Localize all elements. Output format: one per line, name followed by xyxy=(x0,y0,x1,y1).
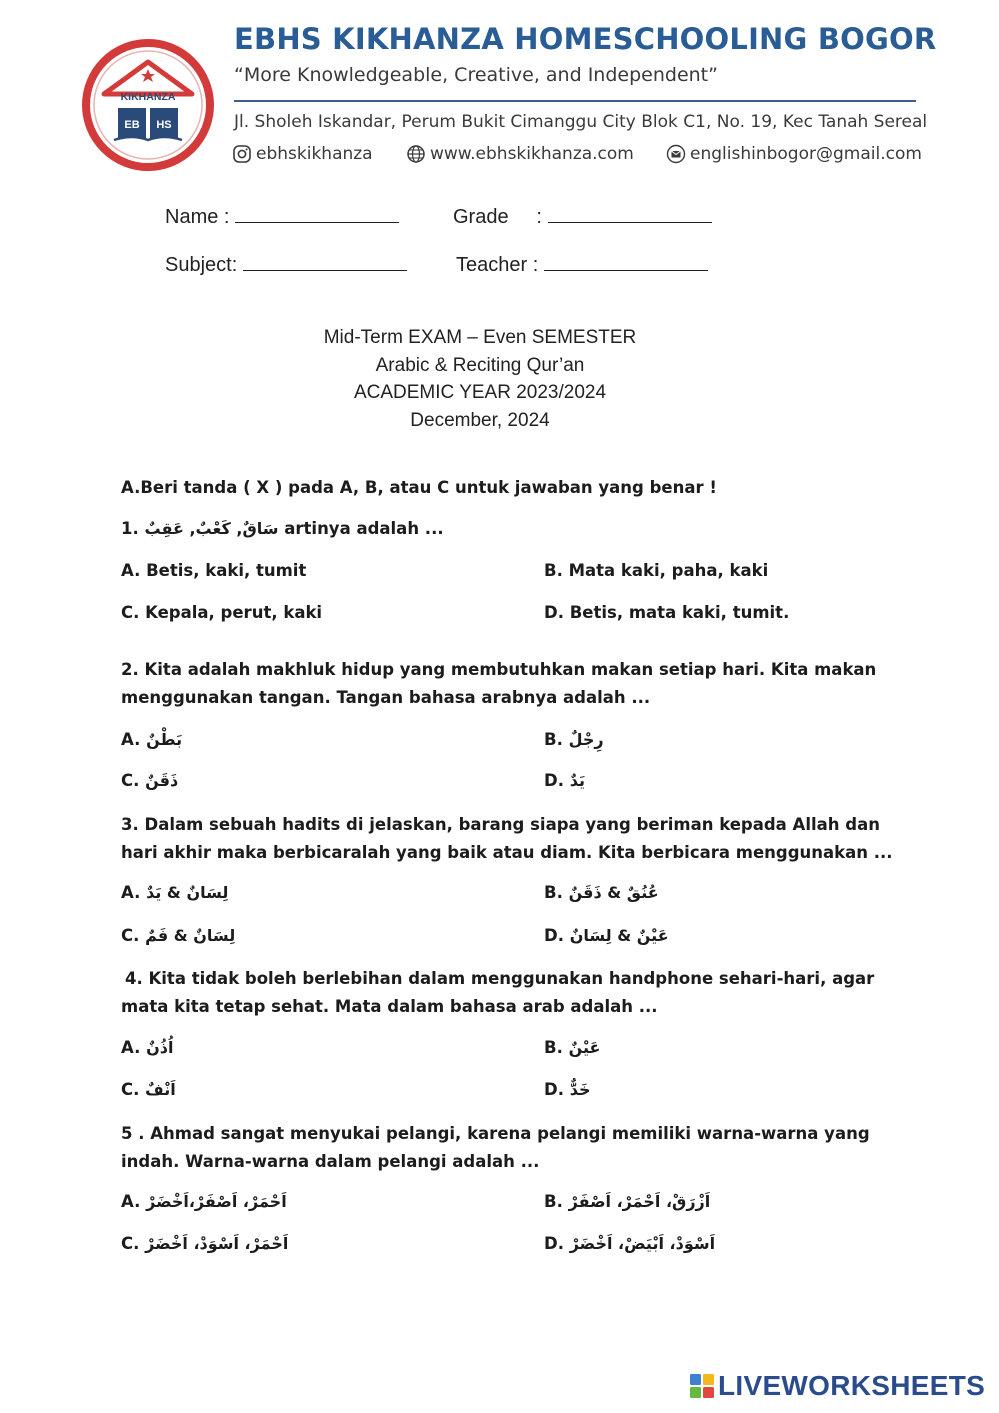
q5-option-c-label: C. xyxy=(121,1234,140,1253)
teacher-label: Teacher : xyxy=(456,254,539,276)
grade-field xyxy=(453,206,712,229)
q4-option-d-text: خَدٌّ xyxy=(569,1080,591,1099)
subject-blank[interactable] xyxy=(243,254,407,271)
q4-option-b-label: B. xyxy=(544,1038,563,1057)
liveworksheets-wordmark: LIVEWORKSHEETS xyxy=(718,1370,986,1401)
q5-option-c[interactable] xyxy=(121,1234,288,1253)
q3-option-a[interactable] xyxy=(121,883,228,902)
q4-option-a-label: A. xyxy=(121,1038,141,1057)
instagram-icon xyxy=(232,144,252,164)
question-1-text: artinya adalah ... xyxy=(284,519,444,538)
q5-option-a-label: A. xyxy=(121,1192,141,1211)
q1-option-a[interactable]: A. Betis, kaki, tumit xyxy=(121,561,307,580)
q1-option-c[interactable]: C. Kepala, perut, kaki xyxy=(121,603,323,622)
q2-option-a[interactable] xyxy=(121,730,182,749)
q3-option-b-label: B. xyxy=(544,883,563,902)
q3-option-a-label: A. xyxy=(121,883,141,902)
question-5: 5 . Ahmad sangat menyukai pelangi, karena pelangi memiliki warna-warna yang indah. Warna-warna dalam pelangi adalah ... xyxy=(121,1124,870,1171)
logo-text-left: EB xyxy=(124,119,140,131)
q5-option-b[interactable] xyxy=(544,1192,710,1211)
q2-option-c[interactable] xyxy=(121,771,178,790)
email-contact xyxy=(666,144,922,164)
email-icon xyxy=(666,144,686,164)
section-a-instruction: A.Beri tanda ( X ) pada A, B, atau C untuk jawaban yang benar ! xyxy=(121,478,717,497)
q5-option-a-text: اَحْمَرْ، اَصْفَرْ،اَخْضَرْ xyxy=(146,1192,287,1211)
globe-icon xyxy=(406,144,426,164)
instagram-contact xyxy=(232,144,373,164)
header-divider xyxy=(234,100,916,102)
q4-option-a[interactable] xyxy=(121,1038,173,1057)
q5-option-b-text: اَزْرَقْ، اَحْمَرْ، اَصْفَرْ xyxy=(568,1192,711,1211)
school-name: EBHS KIKHANZA HOMESCHOOLING BOGOR xyxy=(234,22,937,56)
subject-label: Subject: xyxy=(165,254,238,276)
q5-option-a[interactable] xyxy=(121,1192,287,1211)
logo-text-top: KIKHANZA xyxy=(120,91,176,103)
liveworksheets-logo-icon xyxy=(690,1374,714,1398)
question-3: 3. Dalam sebuah hadits di jelaskan, barang siapa yang beriman kepada Allah dan hari akhir maka berbicaralah yang baik atau diam. Kita berbicara menggunakan ... xyxy=(121,815,893,862)
grade-label: Grade : xyxy=(453,206,542,228)
q2-option-a-text: بَطْنٌ xyxy=(146,730,183,749)
q3-option-c-label: C. xyxy=(121,926,140,945)
q2-option-d[interactable] xyxy=(544,771,585,790)
exam-title-line4: December, 2024 xyxy=(410,409,550,431)
q4-option-d-label: D. xyxy=(544,1080,564,1099)
name-blank[interactable] xyxy=(235,206,399,223)
teacher-field xyxy=(456,254,708,277)
q3-option-b-text: عُنُقٌ & ذَقَنٌ xyxy=(568,883,659,902)
exam-title xyxy=(0,324,960,434)
q1-option-d[interactable]: D. Betis, mata kaki, tumit. xyxy=(544,603,790,622)
q4-option-c-label: C. xyxy=(121,1080,140,1099)
exam-title-line1: Mid-Term EXAM – Even SEMESTER xyxy=(323,327,637,348)
q5-option-d-text: اَسْوَدْ، اَبْيَضْ، اَخْضَرْ xyxy=(569,1234,716,1253)
q2-option-b-text: رِجْلٌ xyxy=(568,730,604,749)
grade-blank[interactable] xyxy=(548,206,712,223)
instagram-handle: ebhskikhanza xyxy=(256,144,373,164)
q1-option-b[interactable]: B. Mata kaki, paha, kaki xyxy=(544,561,769,580)
q4-option-a-text: اُذُنٌ xyxy=(146,1038,174,1057)
q2-option-c-text: ذَقَنٌ xyxy=(145,771,179,790)
q3-option-c[interactable] xyxy=(121,926,235,945)
question-2: 2. Kita adalah makhluk hidup yang membutuhkan makan setiap hari. Kita makan menggunakan tangan. Tangan bahasa arabnya adalah ... xyxy=(121,660,877,707)
question-1 xyxy=(121,519,444,538)
question-4: 4. Kita tidak boleh berlebihan dalam menggunakan handphone sehari-hari, agar mata kita tetap sehat. Mata dalam bahasa arab adalah ... xyxy=(121,969,875,1016)
q5-option-d-label: D. xyxy=(544,1234,564,1253)
q2-option-a-label: A. xyxy=(121,730,141,749)
q5-option-c-text: اَحْمَرْ، اَسْوَدْ، اَخْضَرْ xyxy=(145,1234,289,1253)
teacher-blank[interactable] xyxy=(544,254,708,271)
q3-option-c-text: لِسَانٌ & فَمٌ xyxy=(145,926,236,945)
q5-option-b-label: B. xyxy=(544,1192,563,1211)
q3-option-d[interactable] xyxy=(544,926,669,945)
q4-option-c-text: اَنْفٌ xyxy=(145,1080,176,1099)
exam-title-line3: ACADEMIC YEAR 2023/2024 xyxy=(353,382,607,403)
question-1-number: 1. xyxy=(121,519,139,538)
logo-text-right: HS xyxy=(156,119,172,131)
school-logo xyxy=(82,36,214,174)
q3-option-d-text: عَيْنٌ & لِسَانٌ xyxy=(569,926,669,945)
q3-option-b[interactable] xyxy=(544,883,659,902)
website-url: www.ebhskikhanza.com xyxy=(430,144,634,164)
q4-option-c[interactable] xyxy=(121,1080,176,1099)
q5-option-d[interactable] xyxy=(544,1234,715,1253)
question-1-arabic: سَاقٌ, كَعْبٌ, عَقِبٌ xyxy=(144,519,279,538)
liveworksheets-brand[interactable] xyxy=(690,1370,985,1402)
q4-option-b-text: عَيْنٌ xyxy=(568,1038,601,1057)
q2-option-d-label: D. xyxy=(544,771,564,790)
q4-option-b[interactable] xyxy=(544,1038,600,1057)
q4-option-d[interactable] xyxy=(544,1080,591,1099)
q2-option-c-label: C. xyxy=(121,771,140,790)
name-field xyxy=(165,206,399,229)
name-label: Name : xyxy=(165,206,230,228)
q2-option-d-text: يَدٌ xyxy=(569,771,585,790)
subject-field xyxy=(165,254,407,277)
school-tagline: “More Knowledgeable, Creative, and Independent” xyxy=(234,64,718,86)
exam-title-line2: Arabic & Reciting Qur’an xyxy=(375,354,585,376)
email-address: englishinbogor@gmail.com xyxy=(690,144,922,164)
school-address: Jl. Sholeh Iskandar, Perum Bukit Cimanggu City Blok C1, No. 19, Kec Tanah Sereal xyxy=(234,112,928,132)
website-contact xyxy=(406,144,634,164)
q3-option-d-label: D. xyxy=(544,926,564,945)
q3-option-a-text: لِسَانٌ & يَدٌ xyxy=(146,883,229,902)
q2-option-b-label: B. xyxy=(544,730,563,749)
q2-option-b[interactable] xyxy=(544,730,604,749)
